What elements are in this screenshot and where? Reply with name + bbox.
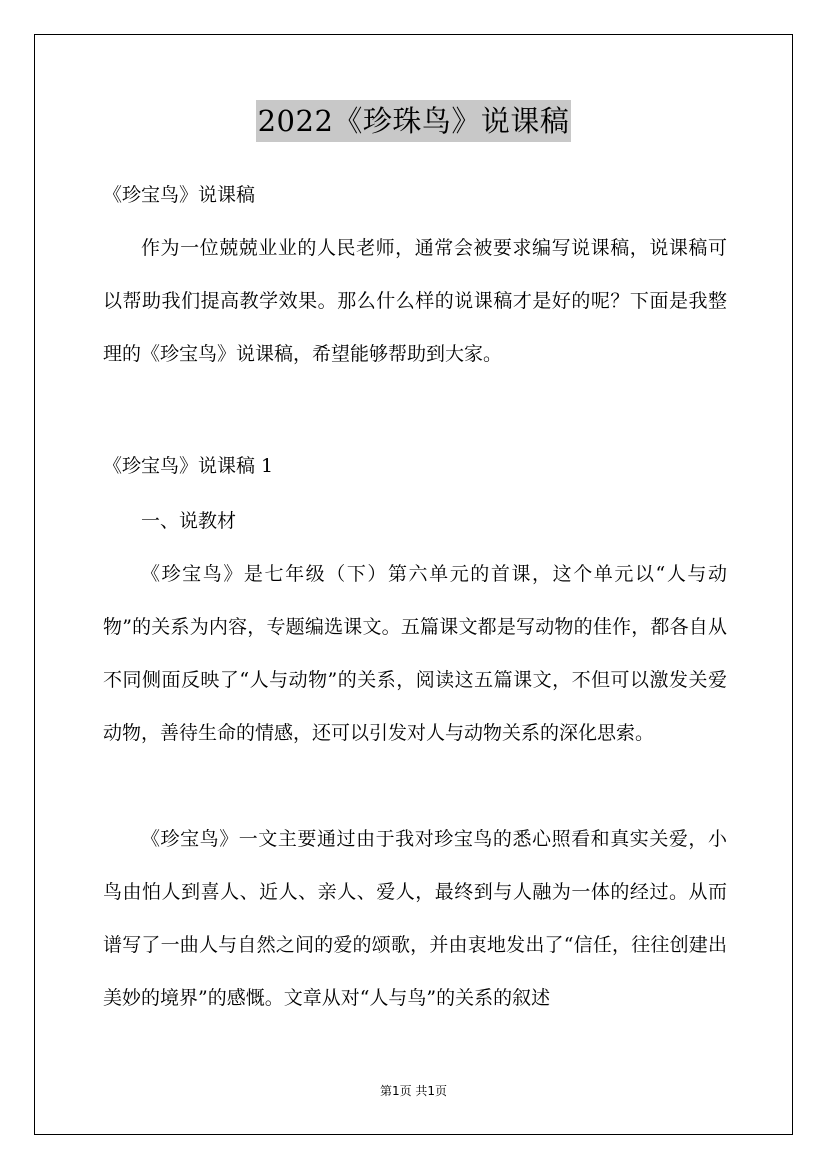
subsection-heading: 一、说教材 [141,510,237,532]
intro-paragraph: 作为一位兢兢业业的人民老师，通常会被要求编写说课稿，说课稿可以帮助我们提高教学效果。那么什么样的说课稿才是好的呢？下面是我整理的《珍宝鸟》说课稿，希望能够帮助到大家。 [103,237,727,365]
document-title-wrapper [0,100,827,142]
intro-heading: 《珍宝鸟》说课稿 [103,184,256,206]
body-paragraph-2: 《珍宝鸟》一文主要通过由于我对珍宝鸟的悉心照看和真实关爱，小鸟由怕人到喜人、近人、亲人、爱人，最终到与人融为一体的经过。从而谱写了一曲人与自然之间的爱的颂歌，并由衷地发出了“信任，往往创建出美妙的境界”的感慨。文章从对“人与鸟”的关系的叙述 [103,828,727,1009]
page-number: 第1页 共1页 [379,1084,448,1098]
body-paragraph-1: 《珍宝鸟》是七年级（下）第六单元的首课，这个单元以“人与动物”的关系为内容，专题编选课文。五篇课文都是写动物的佳作，都各自从不同侧面反映了“人与动物”的关系，阅读这五篇课文，不但可以激发关爱动物，善待生命的情感，还可以引发对人与动物关系的深化思索。 [103,563,727,744]
section-heading: 《珍宝鸟》说课稿 1 [103,455,274,477]
document-title: 2022《珍珠鸟》说课稿 [256,100,572,142]
page-footer [0,1083,827,1099]
